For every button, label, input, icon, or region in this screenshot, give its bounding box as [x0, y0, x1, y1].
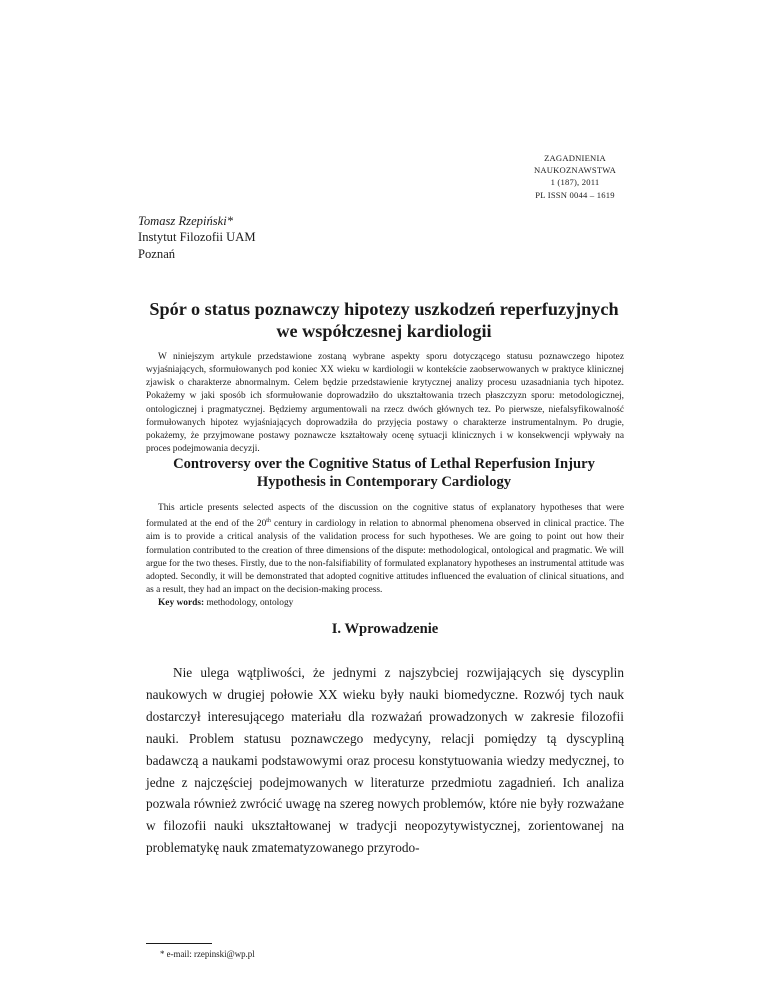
title-pl-line2: we współczesnej kardiologii [276, 321, 492, 341]
body-text [146, 662, 624, 859]
title-en-line2: Hypothesis in Contemporary Cardiology [256, 473, 512, 490]
author-affiliation: Instytut Filozofii UAM [138, 230, 256, 245]
abstract-pl [146, 351, 624, 456]
abstract-en-part1: This article presents selected aspects of the discussion on the cognitive status of explanatory hypotheses that were formulated at the end of the 20 [146, 503, 624, 530]
title-en-line1: Controversy over the Cognitive Status of Lethal Reperfusion Injury [173, 456, 595, 472]
title-pl-line1: Spór o status poznawczy hipotezy uszkodzeń reperfuzyjnych [149, 299, 619, 319]
footnote: * e-mail: rzepinski@wp.pl [160, 949, 255, 959]
article-title-pl [100, 298, 668, 342]
journal-issn: PL ISSN 0044 – 1619 [535, 189, 615, 200]
abstract-en-part2: century in cardiology in relation to abnormal phenomena observed in clinical practice. The aim is to provide a critical analysis of the validation process for such hypotheses. We are going to point out how their formulation contributed to the creation of three dimensions of the dispute: methodological, ontological and pragmatic. We will argue for the two theses. Firstly, due to the non-falsifiability of formulated explanatory hypotheses an instrumental attitude was adopted. Secondly, it will be demonstrated that adopted cognitive attitudes influenced the evaluation of clinical situations, and as a result, they had an impact on the decision-making process. [146, 519, 624, 596]
author-city: Poznań [138, 246, 176, 261]
section-heading: I. Wprowadzenie [331, 621, 439, 637]
abstract-en-text [146, 502, 624, 597]
journal-name-line2: NAUKOZNAWSTWA [533, 165, 617, 176]
keywords-label: Key words: [158, 598, 205, 609]
body-paragraph: Nie ulega wątpliwości, że jednymi z najszybciej rozwijających się dyscyplin naukowych w drugiej połowie XX wieku były nauki biomedyczne. Rozwój tych nauk dostarczył interesującego materiału dla rozważań prowadzonych w zakresie filozofii nauki. Problem statusu poznawczego medycyny, relacji pomiędzy tą dyscypliną badawczą a naukami podstawowymi oraz procesu konstytuowania wiedzy medycznej, to jedne z najczęściej podejmowanych w literaturze przedmiotu zagadnień. Ich analiza pozwala również zwrócić uwagę na szereg nowych problemów, które nie były rozważane w filozofii nauki ukształtowanej w tradycji neopozytywistycznej, zorientowanej na problematykę nauk zmatematyzowanego przyrodo- [146, 665, 624, 856]
abstract-en [146, 502, 624, 610]
abstract-en-sup: th [266, 518, 271, 525]
abstract-pl-text: W niniejszym artykule przedstawione zostaną wybrane aspekty sporu dotyczącego statusu poznawczego hipotez wyjaśniających, sformułowanych pod koniec XX wieku w kardiologii w kontekście zaobserwowanych w praktyce klinicznej zjawisk o charakterze abnormalnym. Celem będzie przedstawienie krytycznej analizy procesu uzasadniania tych hipotez. Pokażemy w jaki sposób ich sformułowanie doprowadziło do ukształtowania trzech płaszczyzn sporu: metodologicznej, ontologicznej i pragmatycznej. Będziemy argumentowali na rzecz dwóch głównych tez. Po pierwsze, niefalsyfikowalność formułowanych hipotez wyjaśniających doprowadziła do przyjęcia postawy o charakterze instrumentalnym. Po drugie, pokażemy, że przyjmowane postawy poznawcze kształtowały ocenę sytuacji klinicznych i w konsekwencji wpływały na proces podejmowania decyzji. [146, 352, 624, 455]
author-block [138, 213, 256, 262]
footnote-rule [146, 943, 212, 944]
keywords-values: methodology, ontology [204, 598, 294, 609]
article-title-en [100, 456, 668, 491]
journal-name-line1: ZAGADNIENIA [544, 153, 606, 163]
author-name: Tomasz Rzepiński* [138, 214, 234, 228]
journal-info [520, 152, 630, 201]
keywords [146, 597, 624, 610]
journal-issue: 1 (187), 2011 [550, 177, 600, 188]
